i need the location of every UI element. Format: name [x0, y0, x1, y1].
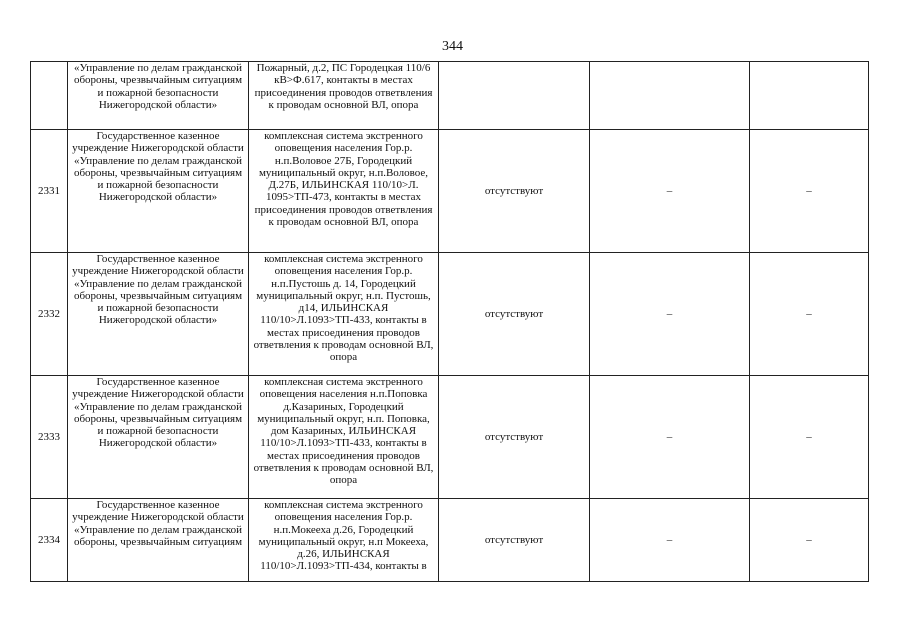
description-cell: комплексная система экстренного оповещения населения Гор.р. н.п.Мокееха д.26, Городецкий муниципальный округ, н.п Мокееха, д.26, ИЛЬИНСКАЯ 110/10>Л.1093>ТП-434, контакты в — [249, 499, 439, 582]
description-cell: комплексная система экстренного оповещения населения Гор.р. н.п.Воловое 27Б, Городецкий муниципальный округ, н.п.Воловое, Д.27Б, ИЛЬИНСКАЯ 110/10>Л. 1095>ТП-473, контакты в местах присоединения проводов ответвления к проводам основной ВЛ, опора — [249, 130, 439, 253]
encumbrance-cell: отсутствуют — [439, 376, 590, 499]
extra-cell-2: – — [750, 376, 869, 499]
row-number-cell: 2332 — [31, 253, 68, 376]
description-cell: комплексная система экстренного оповещения населения Гор.р. н.п.Пустошь д. 14, Городецкий муниципальный округ, н.п. Пустошь, д14, ИЛЬИНСКАЯ 110/10>Л.1093>ТП-433, контакты в местах присоединения проводов ответвления к проводам основной ВЛ, опора — [249, 253, 439, 376]
table-row — [31, 376, 869, 499]
row-number-cell: 2331 — [31, 130, 68, 253]
extra-cell-1: – — [590, 376, 750, 499]
encumbrance-cell: отсутствуют — [439, 253, 590, 376]
description-cell: комплексная система экстренного оповещения населения н.п.Поповка д.Казариных, Городецкий муниципальный округ, н.п. Поповка, дом Казариных, ИЛЬИНСКАЯ 110/10>Л.1093>ТП-433, контакты в местах присоединения проводов ответвления к проводам основной ВЛ, опора — [249, 376, 439, 499]
extra-cell-2: – — [750, 499, 869, 582]
owner-cell: Государственное казенное учреждение Нижегородской области «Управление по делам гражданской обороны, чрезвычайным ситуациям — [68, 499, 249, 582]
extra-cell-2: – — [750, 253, 869, 376]
page-number: 344 — [442, 39, 463, 54]
owner-cell: Государственное казенное учреждение Нижегородской области «Управление по делам гражданской обороны, чрезвычайным ситуациям и пожарной безопасности Нижегородской области» — [68, 376, 249, 499]
table-row — [31, 62, 869, 130]
owner-cell: «Управление по делам гражданской обороны, чрезвычайным ситуациям и пожарной безопасности Нижегородской области» — [68, 62, 249, 130]
row-number-cell — [31, 62, 68, 130]
description-cell: Пожарный, д.2, ПС Городецкая 110/6 кВ>Ф.617, контакты в местах присоединения проводов ответвления к проводам основной ВЛ, опора — [249, 62, 439, 130]
owner-cell: Государственное казенное учреждение Нижегородской области «Управление по делам гражданской обороны, чрезвычайным ситуациям и пожарной безопасности Нижегородской области» — [68, 253, 249, 376]
row-number-cell: 2333 — [31, 376, 68, 499]
registry-table — [30, 61, 869, 582]
extra-cell-2: – — [750, 130, 869, 253]
extra-cell-1: – — [590, 130, 750, 253]
encumbrance-cell — [439, 62, 590, 130]
encumbrance-cell: отсутствуют — [439, 130, 590, 253]
encumbrance-cell: отсутствуют — [439, 499, 590, 582]
extra-cell-1 — [590, 62, 750, 130]
extra-cell-1: – — [590, 253, 750, 376]
owner-cell: Государственное казенное учреждение Нижегородской области «Управление по делам гражданской обороны, чрезвычайным ситуациям и пожарной безопасности Нижегородской области» — [68, 130, 249, 253]
extra-cell-2 — [750, 62, 869, 130]
row-number-cell: 2334 — [31, 499, 68, 582]
table-row — [31, 499, 869, 582]
table-row — [31, 253, 869, 376]
table-row — [31, 130, 869, 253]
extra-cell-1: – — [590, 499, 750, 582]
